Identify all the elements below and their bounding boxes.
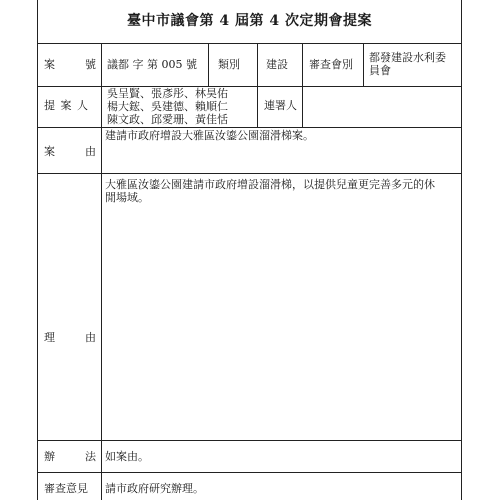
category-label: 類別 — [218, 58, 240, 71]
reason-label-right: 由 — [85, 331, 96, 344]
case-number-label-right: 號 — [85, 58, 96, 71]
subject-label-left: 案 — [44, 145, 55, 158]
method-label-left: 辦 — [44, 450, 55, 463]
proposal-form — [37, 0, 462, 500]
method-text: 如案由。 — [105, 450, 149, 463]
column-divider — [363, 43, 364, 86]
subject-text: 建請市政府增設大雅區汝鎏公園溜滑梯案。 — [105, 129, 314, 142]
column-divider — [302, 43, 303, 86]
column-divider — [208, 43, 209, 86]
subject-label — [44, 145, 96, 158]
method-label-right: 法 — [85, 450, 96, 463]
review-opinion-label: 審查意見 — [44, 482, 88, 495]
column-divider — [302, 86, 303, 127]
reason-text: 大雅區汝鎏公園建請市政府增設溜滑梯，以提供兒童更完善多元的休 閒場域。 — [105, 178, 435, 204]
proposer-label: 提 案 人 — [44, 99, 89, 112]
column-divider — [257, 43, 258, 86]
review-group-value: 都發建設水利委 員會 — [369, 51, 446, 77]
case-number-label — [44, 58, 96, 71]
case-number-value: 議都 字 第 005 號 — [107, 58, 197, 71]
proposer-names: 吳呈賢、張彥彤、林昊佑 楊大鋐、吳建德、賴順仁 陳文政、邱愛珊、黃佳恬 — [107, 87, 228, 126]
form-title: 臺中市議會第 4 屆第 4 次定期會提案 — [127, 13, 372, 29]
reason-label-left: 理 — [44, 331, 55, 344]
review-group-label: 審查會別 — [309, 58, 353, 71]
column-divider — [101, 43, 102, 500]
cosigner-label: 連署人 — [264, 99, 297, 112]
case-number-label-left: 案 — [44, 58, 55, 71]
category-value: 建設 — [266, 58, 288, 71]
column-divider — [257, 86, 258, 127]
reason-label — [44, 331, 96, 344]
method-label — [44, 450, 96, 463]
subject-label-right: 由 — [85, 145, 96, 158]
review-opinion-text: 請市政府研究辦理。 — [105, 482, 204, 495]
